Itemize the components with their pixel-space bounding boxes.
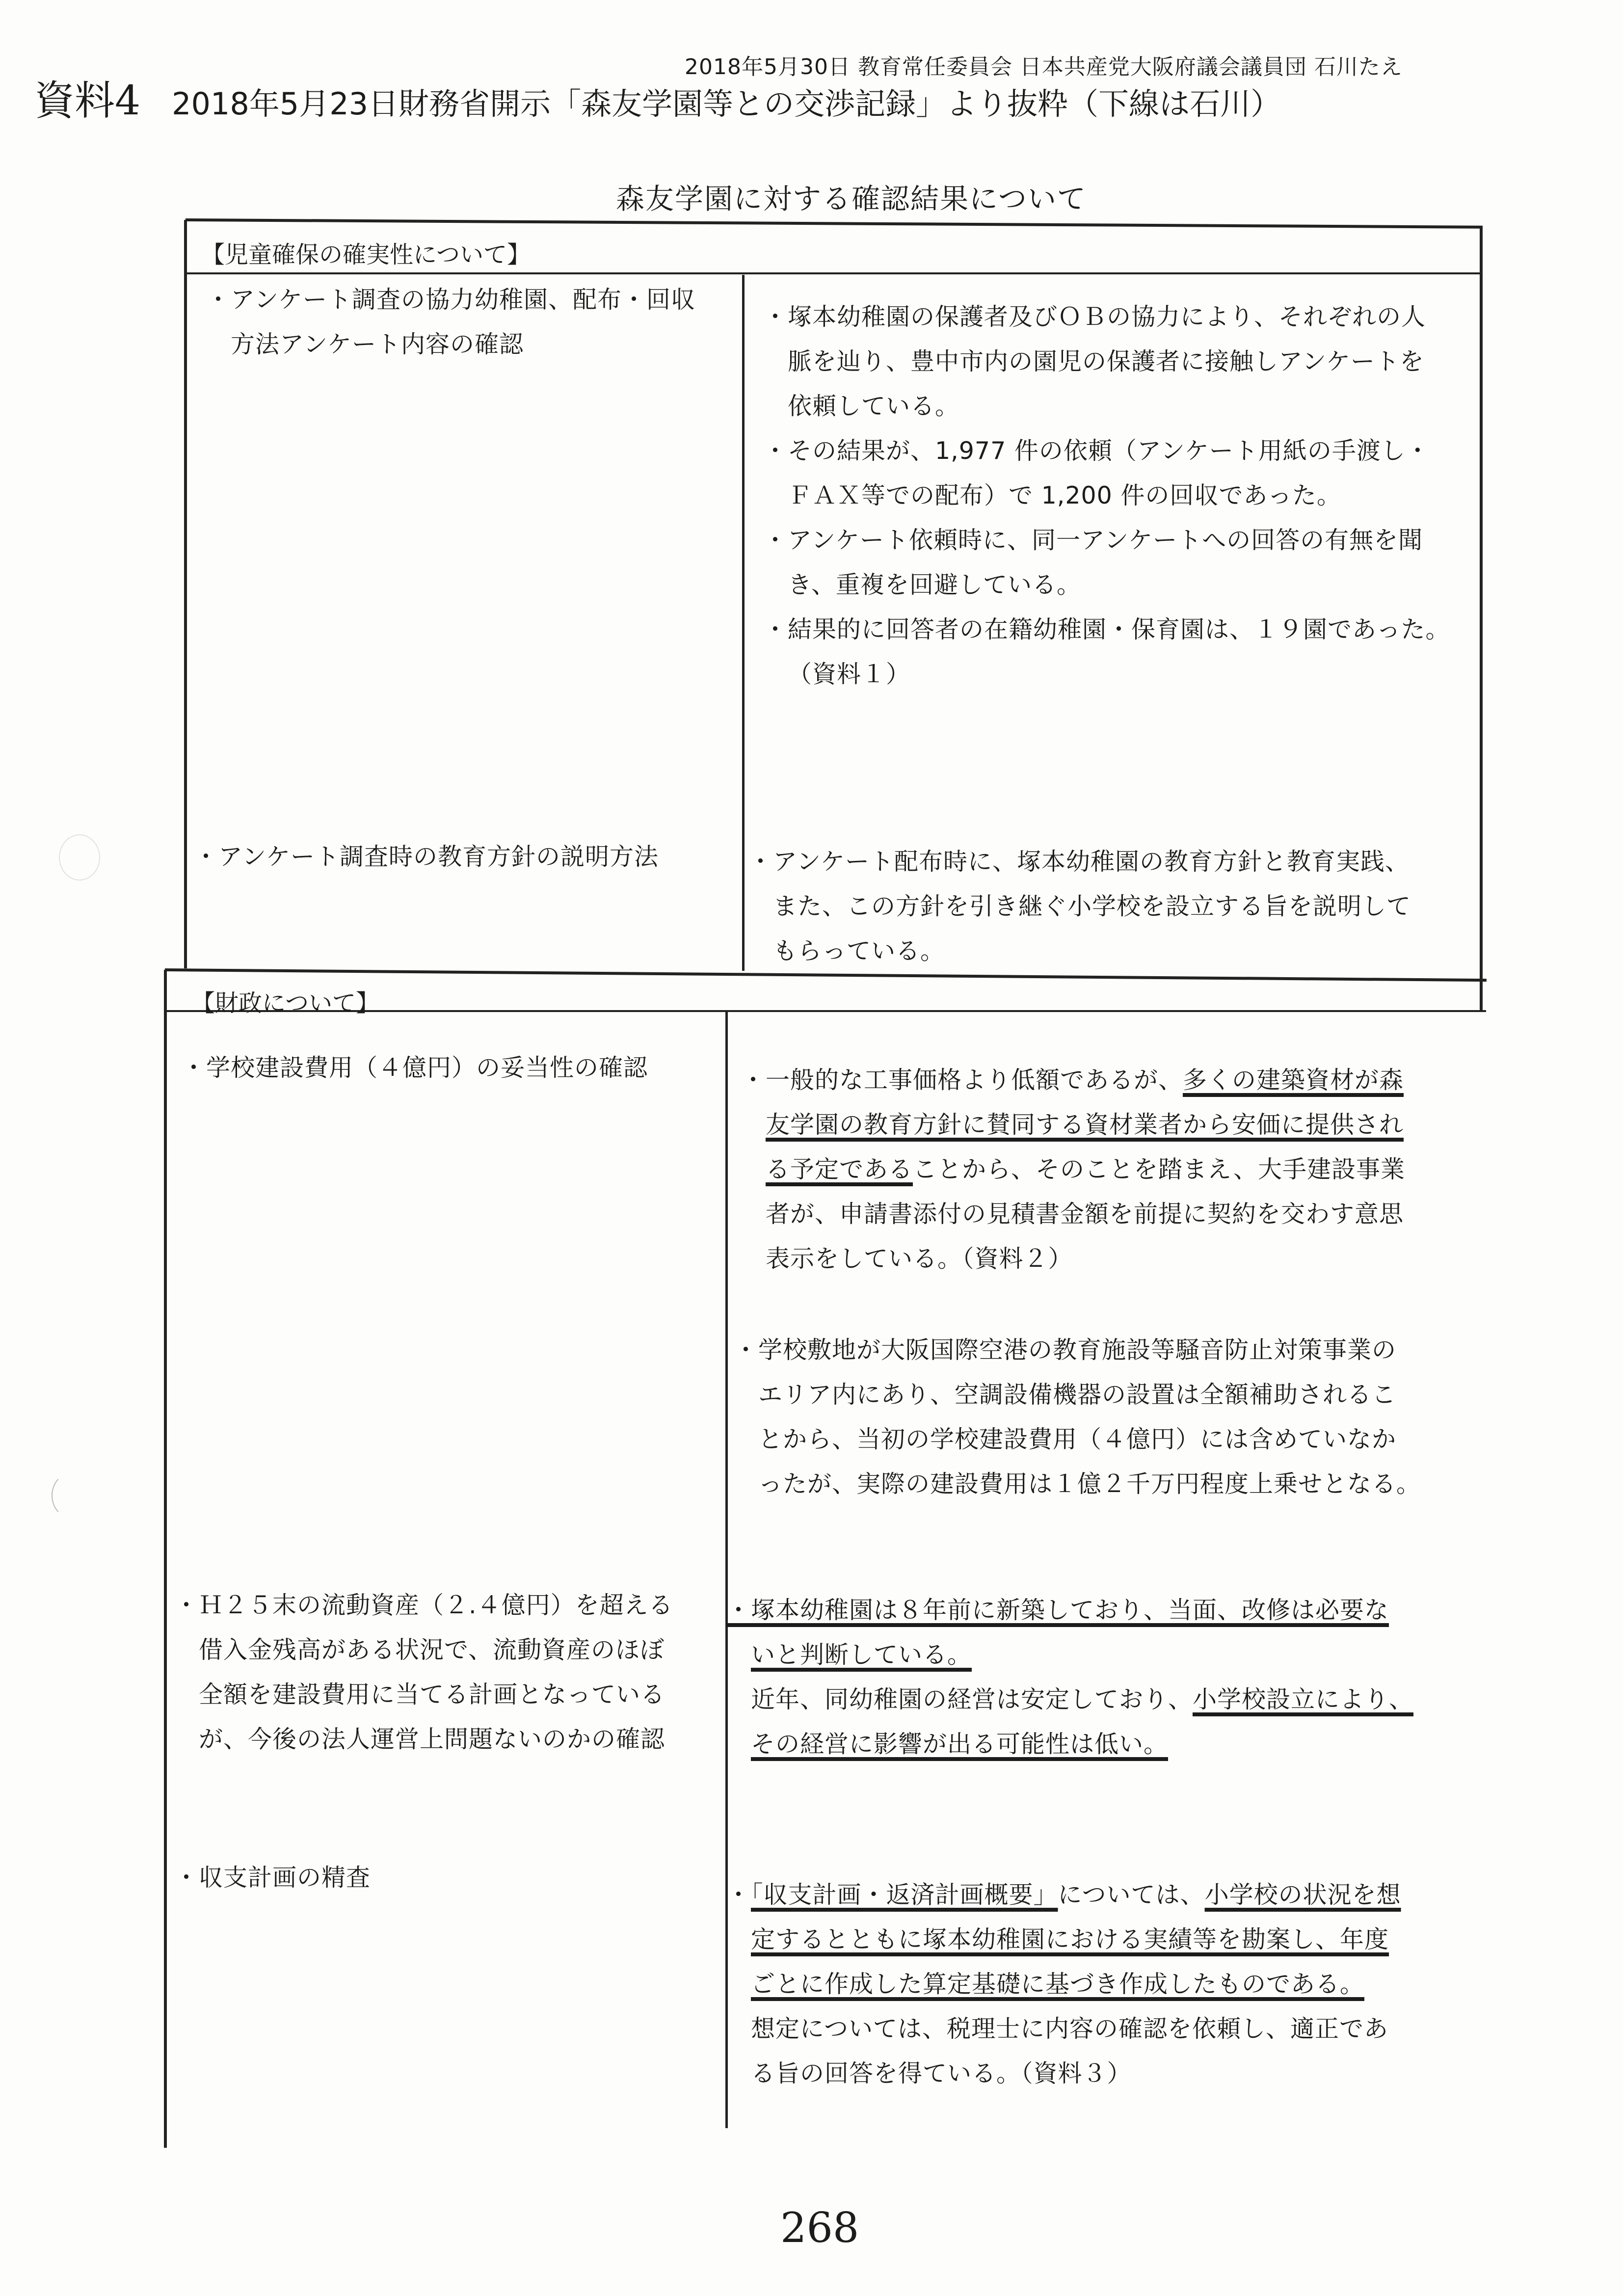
answer-income-plan — [726, 1872, 1401, 2096]
question-education-policy: ・アンケート調査時の教育方針の説明方法 — [194, 843, 659, 871]
answer-line: ・その結果が、1,977 件の依頼（アンケート用紙の手渡し・ — [763, 437, 1430, 465]
question-line: 借入金残高がある状況で、流動資産のほぼ — [199, 1636, 665, 1664]
question-construction-cost: ・学校建設費用（４億円）の妥当性の確認 — [182, 1054, 648, 1082]
underlined-text: いと判断している。 — [751, 1641, 972, 1669]
table-left-border-lower — [164, 970, 167, 2148]
table-column-divider-upper — [742, 275, 745, 971]
answer-line: ・アンケート依頼時に、同一アンケートへの回答の有無を聞 — [763, 526, 1423, 554]
table-top-border — [186, 218, 1483, 229]
answer-education-policy — [748, 839, 1411, 973]
answer-line: る予定であることから、そのことを踏まえ、大手建設事業 — [766, 1155, 1405, 1183]
question-line: ・Ｈ２５末の流動資産（２.４億円）を超える — [174, 1591, 673, 1619]
document-meta: 2018年5月30日 教育常任委員会 日本共産党大阪府議会議員団 石川たえ — [685, 54, 1403, 80]
underlined-text: 定するとともに塚本幼稚園における実績等を勘案し、年度 — [751, 1925, 1389, 1953]
answer-line: 想定については、税理士に内容の確認を依頼し、適正であ — [751, 2015, 1389, 2043]
answer-line: ったが、実際の建設費用は１億２千万円程度上乗せとなる。 — [758, 1470, 1421, 1498]
underlined-text: 「収支計画・返済計画概要」 — [751, 1881, 1058, 1909]
answer-survey-cooperation — [763, 294, 1450, 696]
answer-aircon-subsidy — [734, 1328, 1421, 1506]
answer-line: ・「収支計画・返済計画概要」については、小学校の状況を想 — [726, 1881, 1401, 1909]
answer-line — [726, 1632, 1413, 1677]
table-right-border — [1480, 226, 1483, 1011]
underlined-text: 多くの建築資材が森 — [1183, 1066, 1404, 1094]
answer-line: 脈を辿り、豊中市内の園児の保護者に接触しアンケートを — [788, 347, 1425, 375]
answer-line: ・結果的に回答者の在籍幼稚園・保育園は、１９園であった。 — [763, 615, 1450, 643]
heading-underline-children — [186, 272, 1481, 274]
underlined-text: ごとに作成した算定基礎に基づき作成したものである。 — [751, 1970, 1365, 1998]
answer-line: き、重複を回避している。 — [788, 571, 1082, 599]
question-survey-cooperation — [206, 277, 695, 367]
underlined-text: 小学校の状況を想 — [1204, 1881, 1401, 1909]
answer-line: ・アンケート配布時に、塚本幼稚園の教育方針と教育実践、 — [748, 848, 1410, 876]
answer-line: 依頼している。 — [788, 392, 960, 420]
answer-line: 表示をしている。（資料２） — [766, 1245, 1073, 1273]
underlined-text: 友学園の教育方針に賛同する資材業者から安価に提供され — [766, 1111, 1404, 1139]
answer-line: もらっている。 — [773, 937, 945, 965]
underlined-text: る予定である — [766, 1155, 913, 1183]
question-current-assets — [174, 1583, 673, 1762]
answer-construction-cost — [741, 1058, 1405, 1281]
question-line: が、今後の法人運営上問題ないのかの確認 — [199, 1725, 665, 1753]
answer-line: ・学校敷地が大阪国際空港の教育施設等騒音防止対策事業の — [734, 1336, 1397, 1364]
underlined-text: ・塚本幼稚園は８年前に新築しており、当面、改修は必要な — [726, 1596, 1389, 1624]
answer-line — [741, 1102, 1405, 1147]
section-heading-children: 【児童確保の確実性について】 — [201, 241, 531, 268]
answer-line: （資料１） — [788, 660, 911, 688]
underlined-text: その経営に影響が出る可能性は低い。 — [751, 1730, 1169, 1758]
answer-line — [726, 1962, 1401, 2006]
question-line: 全額を建設費用に当てる計画となっている — [199, 1681, 665, 1709]
answer-line: ・一般的な工事価格より低額であるが、多くの建築資材が森 — [741, 1066, 1404, 1094]
underlined-text: 小学校設立により、 — [1193, 1685, 1414, 1713]
question-line: 方法アンケート内容の確認 — [231, 330, 524, 358]
answer-line: また、この方針を引き継ぐ小学校を設立する旨を説明して — [773, 892, 1411, 920]
section-heading-finance: 【財政について】 — [191, 989, 380, 1017]
table-left-border — [184, 220, 187, 968]
answer-line: る旨の回答を得ている。（資料３） — [751, 2059, 1132, 2087]
answer-current-assets — [726, 1588, 1413, 1766]
page-title: 森友学園に対する確認結果について — [616, 182, 1087, 215]
source-note: 2018年5月23日財務省開示「森友学園等との交渉記録」より抜粋（下線は石川） — [172, 86, 1281, 122]
document-label: 資料4 — [34, 78, 141, 124]
answer-line — [726, 1588, 1413, 1632]
answer-line: ＦＡＸ等での配布）で 1,200 件の回収であった。 — [788, 481, 1341, 509]
answer-line: 近年、同幼稚園の経営は安定しており、小学校設立により、 — [751, 1685, 1414, 1713]
question-income-plan: ・収支計画の精査 — [174, 1864, 371, 1892]
question-line: ・アンケート調査の協力幼稚園、配布・回収 — [206, 286, 696, 314]
answer-line: 者が、申請書添付の見積書金額を前提に契約を交わす意思 — [766, 1200, 1404, 1228]
answer-line: ・塚本幼稚園の保護者及びＯＢの協力により、それぞれの人 — [763, 303, 1426, 331]
punch-hole-mark — [52, 1472, 93, 1519]
punch-hole-mark — [59, 834, 100, 881]
answer-line: とから、当初の学校建設費用（４億円）には含めていなか — [758, 1425, 1397, 1453]
answer-line — [726, 1917, 1401, 1962]
page-number: 268 — [780, 2204, 859, 2252]
answer-line: エリア内にあり、空調設備機器の設置は全額補助されるこ — [758, 1381, 1397, 1409]
answer-line — [726, 1722, 1413, 1766]
